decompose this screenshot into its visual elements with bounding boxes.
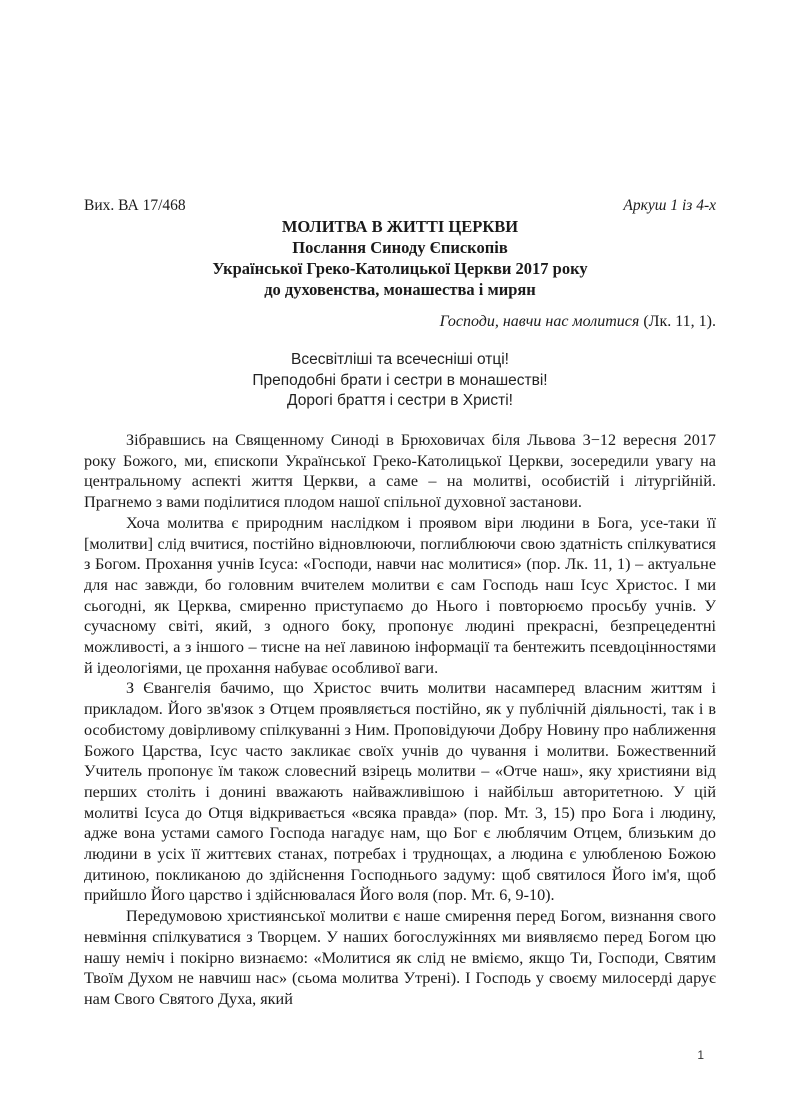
document-subtitle-line-2: Української Греко-Католицької Церкви 2017 року (212, 259, 588, 278)
page-number: 1 (697, 1048, 704, 1062)
document-title: МОЛИТВА В ЖИТТІ ЦЕРКВИ (281, 217, 519, 236)
body-paragraph: Передумовою християнської молитви є наше смирення перед Богом, визнання свого невміння спілкуватися з Творцем. У наших богослужіннях ми виявляємо перед Богом цю нашу неміч і покірно визнаємо: «Молитися як слід не вміємо, якщо Ти, Господи, Святим Твоїм Духом не навчиш нас» (сьома молитва Утрені). І Господь у своєму милосерді дарує нам Свого Святого Духа, який (84, 907, 716, 1008)
outgoing-reference-number: Вих. ВА 17/468 (84, 197, 186, 214)
epigraph (440, 312, 716, 332)
document-body (84, 430, 716, 1010)
sheet-counter: Аркуш 1 із 4-х (623, 197, 716, 214)
salutation-line: Преподобні брати і сестри в монашестві! (252, 371, 548, 389)
body-paragraph: З Євангелія бачимо, що Христос вчить молитви насамперед власним життям і прикладом. Його зв'язок з Отцем проявляється постійно, як у публічній діяльності, так і в особистому довірливому спілкуванні з Ним. Проповідуючи Добру Новину про наближення Божого Царства, Ісус часто закликає своїх учнів до чування і молитви. Божественний Учитель пропонує їм також словесний взірець молитви – «Отче наш», яку християни від перших століть і донині вважають найважливішою і найбільш авторитетною. У цій молитві Ісуса до Отця відкривається «всяка правда» (пор. Мт. 3, 15) про Бога і людину, адже вона устами самого Господа нагадує нам, що Бог є люблячим Отцем, близьким до людини в усіх її життєвих станах, потребах і труднощах, а людина є улюбленою Божою дитиною, покликаною до здійснення Господнього задуму: щоб святилося Його ім'я, щоб прийшло Його царство і здійснювалася Його воля (пор. Мт. 6, 9-10). (84, 679, 716, 905)
document-subtitle-line-3: до духовенства, монашества і мирян (264, 280, 536, 299)
body-paragraph: Хоча молитва є природним наслідком і проявом віри людини в Бога, усе-таки її [молитви] слід вчитися, постійно відновлюючи, поглиблюючи свою здатність спілкуватися з Богом. Прохання учнів Ісуса: «Господи, навчи нас молитися» (пор. Лк. 11, 1) – актуальне для нас завжди, бо головним вчителем молитви є сам Господь наш Ісус Христос. І ми сьогодні, як Церква, смиренно приступаємо до Нього і повторюємо просьбу учнів. У сучасному світі, який, з одного боку, пропонує людині прекрасні, безпрецедентні можливості, а з іншого – тисне на неї лавиною інформації та бентежить псевдоцінностями й ідеологіями, це прохання набуває особливої ваги. (84, 513, 716, 677)
document-subtitle-line-1: Послання Синоду Єпископів (292, 238, 508, 257)
body-paragraph: Зібравшись на Священному Синоді в Брюховичах біля Львова 3−12 вересня 2017 року Божого, ми, єпископи Української Греко-Католицької Церкви, зосередили увагу на центральному аспекті життя Церкви, а саме – на молитві, особистій і літургійній. Прагнемо з вами поділитися плодом нашої спільної духовної застанови. (84, 431, 716, 512)
salutation-line: Всесвітліші та всечесніші отці! (291, 351, 509, 368)
epigraph-source: (Лк. 11, 1). (639, 313, 716, 330)
document-title-block (84, 216, 716, 300)
salutation-line: Дорогі браття і сестри в Христі! (287, 392, 513, 409)
salutation-block (84, 350, 716, 412)
epigraph-quote: Господи, навчи нас молитися (439, 313, 640, 330)
